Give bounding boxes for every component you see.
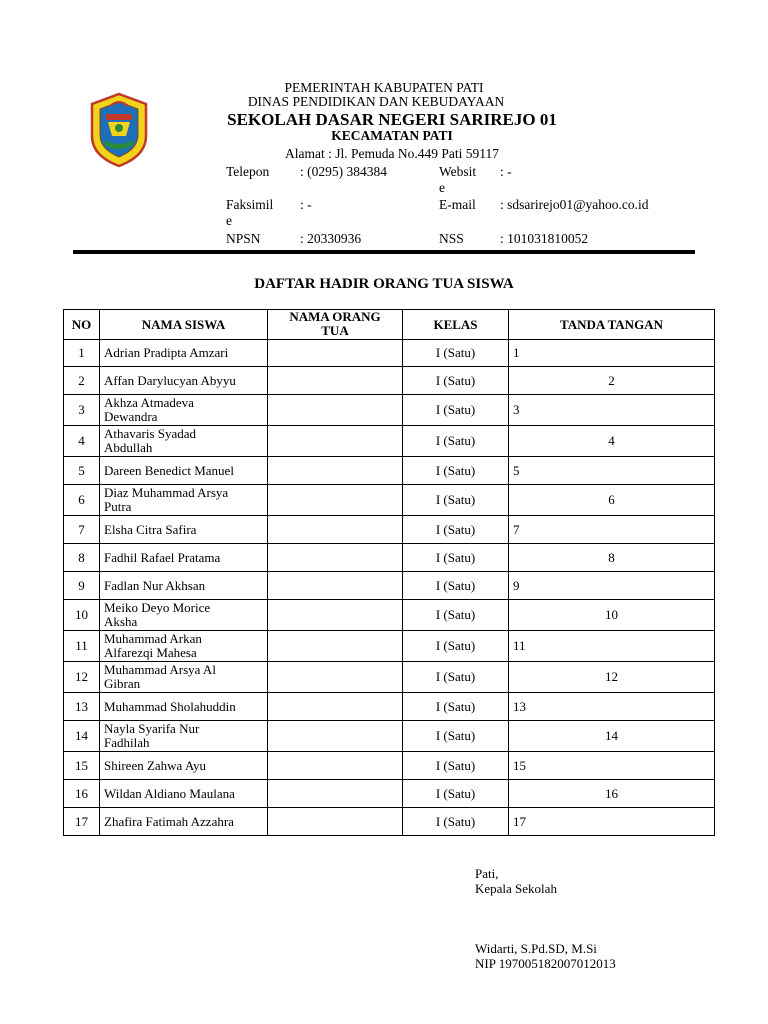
student-name-line: Shireen Zahwa Ayu: [104, 757, 207, 773]
cell-nama-orang-tua[interactable]: [268, 572, 403, 600]
cell-nama-orang-tua[interactable]: [268, 631, 403, 662]
table-row: [64, 693, 715, 721]
header-department: DINAS PENDIDIKAN DAN KEBUDAYAAN: [247, 94, 505, 109]
cell-no: 16: [64, 780, 100, 808]
cell-tanda-tangan[interactable]: 3: [509, 395, 715, 426]
cell-tanda-tangan[interactable]: 1: [509, 340, 715, 367]
letterhead-divider: [73, 250, 695, 254]
faksimile-label: Faksimil: [226, 197, 274, 212]
student-name-line: Affan Darylucyan Abyyu: [104, 372, 236, 388]
student-name-line: Muhammad Sholahuddin: [104, 698, 236, 714]
cell-nama-orang-tua[interactable]: [268, 662, 403, 693]
cell-nama-siswa: [100, 721, 268, 752]
nss-label: NSS: [439, 231, 464, 246]
cell-nama-siswa: [100, 516, 268, 544]
cell-kelas: I (Satu): [403, 395, 509, 426]
cell-no: 11: [64, 631, 100, 662]
cell-kelas: I (Satu): [403, 367, 509, 395]
cell-tanda-tangan[interactable]: 6: [509, 485, 715, 516]
header-government: PEMERINTAH KABUPATEN PATI: [284, 80, 484, 95]
cell-no: 17: [64, 808, 100, 836]
student-name-line: Fadlan Nur Akhsan: [104, 577, 206, 593]
cell-kelas: I (Satu): [403, 457, 509, 485]
student-name-line: Athavaris Syadad: [104, 426, 197, 441]
cell-tanda-tangan[interactable]: 12: [509, 662, 715, 693]
table-row: [64, 662, 715, 693]
cell-kelas: I (Satu): [403, 600, 509, 631]
cell-nama-siswa: [100, 631, 268, 662]
table-row: [64, 600, 715, 631]
cell-kelas: I (Satu): [403, 752, 509, 780]
cell-nama-orang-tua[interactable]: [268, 752, 403, 780]
student-name-line: Meiko Deyo Morice: [104, 600, 211, 615]
student-name-line: Abdullah: [104, 440, 153, 455]
header-school-name: SEKOLAH DASAR NEGERI SARIREJO 01: [227, 110, 557, 129]
table-row: [64, 780, 715, 808]
cell-nama-orang-tua[interactable]: [268, 544, 403, 572]
cell-tanda-tangan[interactable]: 4: [509, 426, 715, 457]
cell-nama-orang-tua[interactable]: [268, 516, 403, 544]
cell-tanda-tangan[interactable]: 16: [509, 780, 715, 808]
table-row: [64, 572, 715, 600]
cell-kelas: I (Satu): [403, 516, 509, 544]
table-row: [64, 395, 715, 426]
cell-nama-siswa: [100, 340, 268, 367]
table-row: [64, 457, 715, 485]
cell-kelas: I (Satu): [403, 340, 509, 367]
cell-kelas: I (Satu): [403, 780, 509, 808]
cell-nama-orang-tua[interactable]: [268, 395, 403, 426]
cell-tanda-tangan[interactable]: 2: [509, 367, 715, 395]
cell-tanda-tangan[interactable]: 14: [509, 721, 715, 752]
student-name-line: Putra: [104, 499, 132, 514]
npsn-label: NPSN: [226, 231, 261, 246]
header-tanda-tangan: TANDA TANGAN: [509, 310, 715, 340]
cell-nama-siswa: [100, 485, 268, 516]
cell-nama-orang-tua[interactable]: [268, 457, 403, 485]
student-name-line: Muhammad Arkan: [104, 631, 202, 646]
telepon-value: : (0295) 384384: [300, 164, 387, 179]
student-name-line: Gibran: [104, 676, 141, 691]
table-row: [64, 721, 715, 752]
signature-place: Pati,: [475, 866, 499, 881]
document-title: DAFTAR HADIR ORANG TUA SISWA: [254, 276, 514, 292]
table-row: [64, 516, 715, 544]
cell-no: 14: [64, 721, 100, 752]
student-name-line: Aksha: [104, 614, 138, 629]
table-row: [64, 485, 715, 516]
student-name-line: Akhza Atmadeva: [104, 395, 194, 410]
student-name-line: Dewandra: [104, 409, 158, 424]
student-name-line: Fadhil Rafael Pratama: [104, 549, 221, 565]
cell-nama-siswa: [100, 395, 268, 426]
cell-nama-orang-tua[interactable]: [268, 780, 403, 808]
header-nama-orang-tua-line2: TUA: [321, 323, 349, 338]
table-row: [64, 544, 715, 572]
cell-no: 13: [64, 693, 100, 721]
cell-nama-siswa: [100, 808, 268, 836]
student-name-line: Elsha Citra Safira: [104, 521, 197, 537]
cell-nama-siswa: [100, 662, 268, 693]
header-no: NO: [64, 310, 100, 340]
attendance-table: [63, 309, 715, 836]
cell-no: 1: [64, 340, 100, 367]
header-district: KECAMATAN PATI: [331, 128, 453, 143]
website-label: Websit: [439, 164, 477, 179]
student-name-line: Zhafira Fatimah Azzahra: [104, 813, 234, 829]
cell-tanda-tangan[interactable]: 8: [509, 544, 715, 572]
table-row: [64, 426, 715, 457]
cell-nama-siswa: [100, 426, 268, 457]
table-header-row: [64, 310, 715, 340]
cell-nama-orang-tua[interactable]: [268, 721, 403, 752]
cell-nama-siswa: [100, 780, 268, 808]
cell-kelas: I (Satu): [403, 426, 509, 457]
header-kelas: KELAS: [403, 310, 509, 340]
nss-value: : 101031810052: [500, 231, 589, 246]
cell-kelas: I (Satu): [403, 662, 509, 693]
table-row: [64, 631, 715, 662]
cell-tanda-tangan[interactable]: 5: [509, 457, 715, 485]
cell-no: 6: [64, 485, 100, 516]
cell-kelas: I (Satu): [403, 572, 509, 600]
cell-nama-siswa: [100, 544, 268, 572]
header-nama-siswa: NAMA SISWA: [100, 310, 268, 340]
header-nama-orang-tua-line1: NAMA ORANG: [289, 309, 381, 324]
cell-nama-siswa: [100, 572, 268, 600]
cell-kelas: I (Satu): [403, 544, 509, 572]
cell-nama-siswa: [100, 367, 268, 395]
cell-no: 8: [64, 544, 100, 572]
cell-nama-orang-tua[interactable]: [268, 426, 403, 457]
cell-kelas: I (Satu): [403, 721, 509, 752]
cell-tanda-tangan[interactable]: 9: [509, 572, 715, 600]
cell-no: 15: [64, 752, 100, 780]
signature-name: Widarti, S.Pd.SD, M.Si: [475, 941, 597, 956]
header-address: Alamat : Jl. Pemuda No.449 Pati 59117: [285, 146, 499, 161]
cell-nama-orang-tua[interactable]: [268, 693, 403, 721]
student-name-line: Wildan Aldiano Maulana: [104, 785, 235, 801]
cell-nama-orang-tua[interactable]: [268, 600, 403, 631]
cell-no: 2: [64, 367, 100, 395]
student-name-line: Muhammad Arsya Al: [104, 662, 216, 677]
cell-no: 3: [64, 395, 100, 426]
cell-kelas: I (Satu): [403, 693, 509, 721]
table-row: [64, 808, 715, 836]
table-row: [64, 752, 715, 780]
cell-no: 7: [64, 516, 100, 544]
cell-nama-siswa: [100, 600, 268, 631]
cell-no: 9: [64, 572, 100, 600]
signature-nip: NIP 197005182007012013: [475, 956, 616, 971]
cell-nama-orang-tua[interactable]: [268, 340, 403, 367]
faksimile-label-wrap: e: [226, 213, 232, 228]
email-label: E-mail: [439, 197, 476, 212]
website-label-wrap: e: [439, 180, 445, 195]
cell-tanda-tangan[interactable]: 17: [509, 808, 715, 836]
cell-nama-siswa: [100, 457, 268, 485]
telepon-label: Telepon: [226, 164, 270, 179]
cell-nama-siswa: [100, 752, 268, 780]
cell-tanda-tangan[interactable]: 13: [509, 693, 715, 721]
cell-nama-orang-tua[interactable]: [268, 367, 403, 395]
cell-nama-siswa: [100, 693, 268, 721]
website-value: : -: [500, 164, 512, 179]
npsn-value: : 20330936: [300, 231, 362, 246]
student-name-line: Fadhilah: [104, 735, 150, 750]
cell-kelas: I (Satu): [403, 808, 509, 836]
email-value: : sdsarirejo01@yahoo.co.id: [500, 197, 649, 212]
cell-nama-orang-tua[interactable]: [268, 485, 403, 516]
header-nama-orang-tua: [268, 310, 403, 340]
cell-tanda-tangan[interactable]: 7: [509, 516, 715, 544]
table-row: [64, 340, 715, 367]
cell-tanda-tangan[interactable]: 10: [509, 600, 715, 631]
cell-nama-orang-tua[interactable]: [268, 808, 403, 836]
table-row: [64, 367, 715, 395]
student-name-line: Adrian Pradipta Amzari: [104, 345, 229, 360]
cell-no: 12: [64, 662, 100, 693]
student-name-line: Dareen Benedict Manuel: [104, 462, 234, 478]
student-name-line: Alfarezqi Mahesa: [104, 645, 197, 660]
attendance-rows: [64, 340, 715, 836]
faksimile-value: : -: [300, 197, 312, 212]
cell-no: 4: [64, 426, 100, 457]
cell-tanda-tangan[interactable]: 15: [509, 752, 715, 780]
signature-role: Kepala Sekolah: [475, 881, 557, 896]
cell-kelas: I (Satu): [403, 485, 509, 516]
cell-tanda-tangan[interactable]: 11: [509, 631, 715, 662]
cell-kelas: I (Satu): [403, 631, 509, 662]
student-name-line: Nayla Syarifa Nur: [104, 721, 200, 736]
student-name-line: Diaz Muhammad Arsya: [104, 485, 229, 500]
cell-no: 5: [64, 457, 100, 485]
cell-no: 10: [64, 600, 100, 631]
